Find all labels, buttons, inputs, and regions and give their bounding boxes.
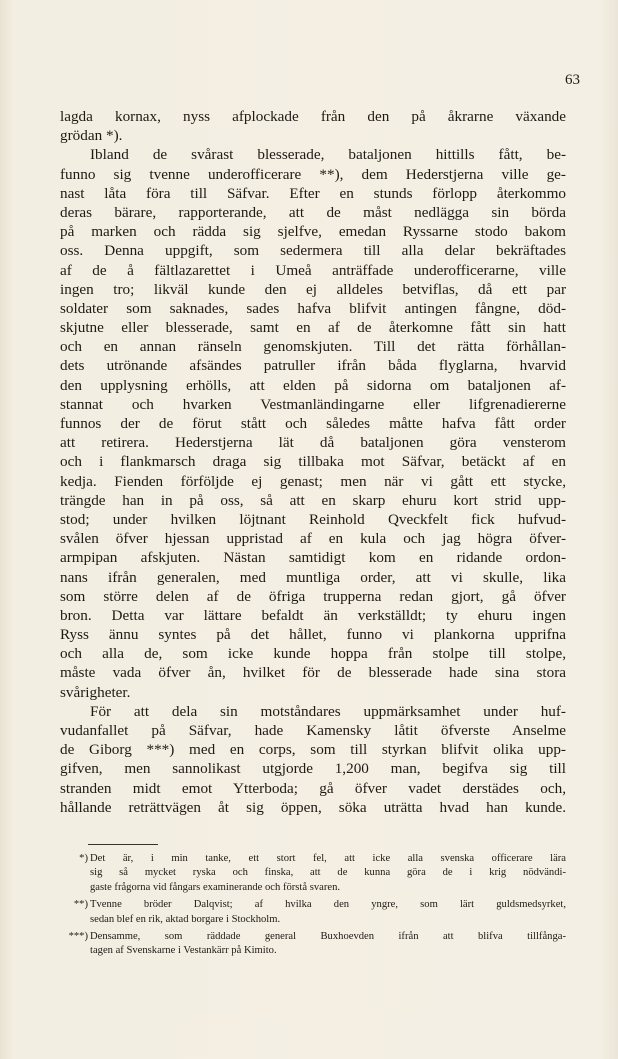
footnote-line: sedan blef en rik, aktad borgare i Stockholm. <box>90 913 281 925</box>
text-line: hållande reträttvägen åt sig öppen, söka uträtta hvad han kunde. <box>60 798 566 816</box>
footnote <box>60 852 566 895</box>
text-line: svårigheter. <box>60 683 131 701</box>
text-line: armpipan afskjuten. Nästan samtidigt kom en ridande ordon- <box>60 549 566 567</box>
footnote-line: gaste frågorna vid fångars examinerande och förstå svaren. <box>90 881 341 893</box>
text-line: Ibland de svårast blesserade, bataljonen hittills fått, be- <box>90 146 566 164</box>
text-line: skjutne eller blesserade, samt en af de återkomne fått sin hatt <box>60 319 566 337</box>
text-line: funno sig tvenne underofficerare **), dem Hederstjerna ville ge- <box>60 165 566 183</box>
text-line: på marken och rädda sig sjelfve, emedan Ryssarne stodo bakom <box>60 223 566 241</box>
text-line: funnos der de förut stått och således måtte hafva fått order <box>60 415 566 432</box>
text-line: stannat och hvarken Vestmanländingarne eller lifgrenadiererne <box>60 395 566 413</box>
footnote-line: Densamme, som räddade general Buxhoevden ifrån att blifva tillfånga- <box>90 930 566 942</box>
text-line: deras bärare, rapporterande, att de måst nedlägga sin börda <box>60 203 566 221</box>
footnote-line: Tvenne bröder Dalqvist; af hvilka den yngre, som lärt guldsmedsyrket, <box>90 899 566 911</box>
footnote-marker: **) <box>73 899 88 911</box>
text-line: stod; under hvilken löjtnant Reinhold Qveckfelt fick hufvud- <box>60 510 566 528</box>
text-line: de Giborg ***) med en corps, som till styrkan blifvit olika upp- <box>60 741 566 759</box>
text-line: som större delen af de öfriga trupperna redan gjort, gå öfver <box>60 587 566 605</box>
footnote <box>60 930 566 959</box>
text-line: ingen tro; likväl kunde den ej alldeles betviflas, då ett par <box>60 280 566 298</box>
text-line: den upplysning erhölls, att elden på sidorna om bataljonen af- <box>60 376 566 394</box>
footnote-marker: *) <box>79 853 88 864</box>
footnote-line: tagen af Svenskarne i Vestankärr på Kimito. <box>90 945 277 957</box>
text-line: oss. Denna uppgift, som sedermera till alla delar bekräftades <box>60 242 566 260</box>
text-line: kedja. Fienden förföljde ej genast; men när vi gått ett stycke, <box>60 472 566 490</box>
text-line: och i flankmarsch draga sig tillbaka mot Säfvar, betäckt af en <box>60 453 566 471</box>
text-line: och en annan ränseln genomskjuten. Till det rätta förhållan- <box>60 338 566 356</box>
footnotes <box>60 852 566 962</box>
footnote-line: Det är, i min tanke, ett stort fel, att icke alla svenska officerare lära <box>90 853 566 864</box>
body-text <box>60 107 566 817</box>
text-line: måste vada öfver ån, hvilket för de blesserade hade sina stora <box>60 664 566 682</box>
text-line: dets utrönande afsändes patruller ifrån båda flyglarna, hvarvid <box>60 357 566 375</box>
text-line: gifven, men sannolikast utgjorde 1,200 man, begifva sig till <box>60 760 566 778</box>
text-line: grödan *). <box>60 127 123 145</box>
text-line: att retirera. Hederstjerna lät då bataljonen göra vensterom <box>60 434 566 452</box>
page-number: 63 <box>565 72 580 88</box>
text-line: trängde han in på oss, så att en skarp ehuru kort strid upp- <box>60 491 566 509</box>
text-line: bron. Detta var lättare befaldt än verkställdt; ty ehuru ingen <box>60 606 566 624</box>
footnote-marker: ***) <box>68 930 88 942</box>
footnote-divider <box>88 844 158 845</box>
text-line: nans ifrån generalen, med muntliga order, att vi skulle, lika <box>60 568 566 586</box>
text-line: Ryss ännu syntes på det hållet, funno vi plankorna upprifna <box>60 626 566 644</box>
text-line: och alla de, som icke kunde hoppa från stolpe till stolpe, <box>60 645 566 663</box>
text-line: För att dela sin motståndares uppmärksamhet under huf- <box>90 702 566 720</box>
text-line: vudanfallet på Säfvar, hade Kamensky låtit öfverste Anselme <box>60 722 566 739</box>
text-line: stranden midt emot Ytterboda; gå öfver vadet derstädes och, <box>60 779 566 797</box>
text-line: lagda kornax, nyss afplockade från den på åkrarne växande <box>60 108 566 125</box>
text-line: af de å fältlazarettet i Umeå anträffade underofficerarne, ville <box>60 261 566 279</box>
text-line: nast låta föra till Säfvar. Efter en stunds förlopp återkommo <box>60 184 566 202</box>
footnote <box>60 898 566 927</box>
footnote-line: sig så mycket ryska och finska, att de kunna göra de i krig nödvändi- <box>90 867 566 879</box>
text-line: soldater som saknades, sades hafva blifvit antingen fångne, död- <box>60 299 566 317</box>
text-line: svålen öfver hjessan uppristad af en kula och jag högra öfver- <box>60 530 566 548</box>
